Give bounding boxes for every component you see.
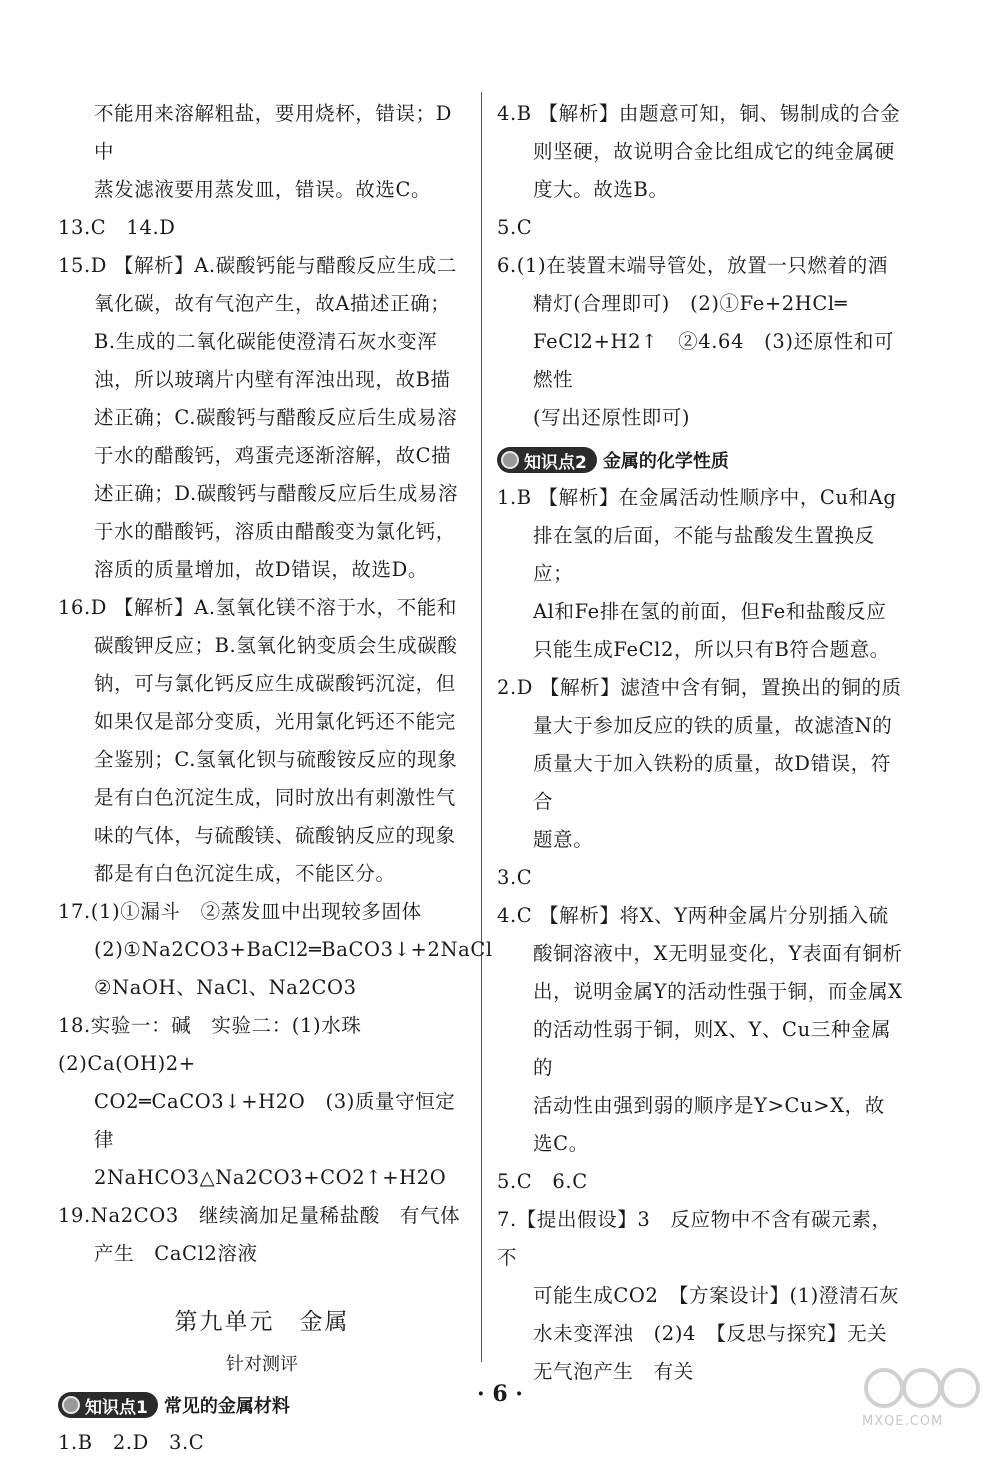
page-number: · 6 ·	[477, 1381, 523, 1407]
answer-line: 则坚硬，故说明合金比组成它的纯金属硬	[533, 140, 895, 163]
right-column	[497, 95, 909, 1391]
answer-line: 酸铜溶液中，X无明显变化，Y表面有铜析	[533, 942, 903, 965]
answer-line: 无气泡产生 有关	[533, 1360, 694, 1383]
answer-line: 不能用来溶解粗盐，要用烧杯，错误；D中	[94, 102, 452, 163]
answer-line: 是有白色沉淀生成，同时放出有刺激性气	[94, 786, 456, 809]
answer-line: 味的气体，与硫酸镁、硫酸钠反应的现象	[94, 824, 456, 847]
answer-6: 6.(1)在装置末端导管处，放置一只燃着的酒	[497, 254, 888, 277]
answer-4b: 4.C 【解析】将X、Y两种金属片分别插入硫	[497, 904, 889, 927]
column-divider	[481, 92, 482, 1362]
answer-line: 精灯(合理即可) (2)①Fe+2HCl═	[533, 292, 848, 315]
answer-line: 溶质的质量增加，故D错误，故选D。	[94, 558, 428, 581]
watermark-url: MXQE.COM	[862, 1414, 944, 1429]
answer-15: 15.D 【解析】A.碳酸钙能与醋酸反应生成二	[58, 254, 457, 277]
answer-line: 碳酸钾反应；B.氢氧化钠变质会生成碳酸	[94, 634, 458, 657]
answer-line: 活动性由强到弱的顺序是Y>Cu>X，故	[533, 1094, 885, 1117]
answer-line: 量大于参加反应的铁的质量，故滤渣N的	[533, 714, 893, 737]
answer-line: 都是有白色沉淀生成，不能区分。	[94, 862, 396, 885]
watermark-logo	[862, 1364, 982, 1436]
answer-3: 3.C	[497, 866, 533, 889]
answer-line: 氧化碳，故有气泡产生，故A描述正确；	[94, 292, 451, 315]
answer-line: 律 2NaHCO3△Na2CO3+CO2↑+H2O	[94, 1128, 447, 1189]
section-heading-2	[497, 443, 909, 477]
answer-1: 1.B 【解析】在金属活动性顺序中，Cu和Ag	[497, 486, 897, 509]
left-column	[58, 95, 493, 1462]
answer-5-6: 5.C 6.C	[497, 1170, 588, 1193]
badge-label: 知识点2	[524, 452, 587, 473]
sub-title: 针对测评	[226, 1354, 298, 1375]
answer-line: 的活动性弱于铜，则X、Y、Cu三种金属的	[533, 1018, 892, 1079]
answer-line: 度大。故选B。	[533, 178, 669, 201]
answer-line: 产生 CaCl2溶液	[94, 1242, 258, 1265]
answer-line: 出，说明金属Y的活动性强于铜，而金属X	[533, 980, 903, 1003]
answer-13-14: 13.C 14.D	[58, 216, 176, 239]
answer-line: B.生成的二氧化碳能使澄清石灰水变浑	[94, 330, 438, 353]
answer-line: 选C。	[533, 1132, 589, 1155]
badge-label: 知识点1	[85, 1397, 148, 1418]
answer-2: 2.D 【解析】滤渣中含有铜，置换出的铜的质	[497, 676, 902, 699]
answer-line: 排在氢的后面，不能与盐酸发生置换反应；	[533, 524, 875, 585]
bullet-circle-icon	[501, 451, 519, 469]
answer-line: 水未变浑浊 (2)4 【反思与探究】无关	[533, 1322, 888, 1345]
answer-line: 题意。	[533, 828, 594, 851]
answer-5: 5.C	[497, 216, 533, 239]
answer-line: 质量大于加入铁粉的质量，故D错误，符合	[533, 752, 891, 813]
answer-17: 17.(1)①漏斗 ②蒸发皿中出现较多固体	[58, 900, 422, 923]
knowledge-point-badge	[497, 447, 597, 473]
answer-line: (2)①Na2CO3+BaCl2═BaCO3↓+2NaCl	[94, 938, 493, 961]
answer-line: FeCl2+H2↑ ②4.64 (3)还原性和可燃性	[533, 330, 895, 391]
unit-title: 第九单元 金属	[174, 1309, 350, 1335]
watermark-logo-icon	[862, 1364, 982, 1414]
answer-19: 19.Na2CO3 继续滴加足量稀盐酸 有气体	[58, 1204, 461, 1227]
section-title: 金属的化学性质	[602, 451, 729, 472]
answer-line: 述正确；D.碳酸钙与醋酸反应后生成易溶	[94, 482, 459, 505]
answer-line: 于水的醋酸钙，溶质由醋酸变为氯化钙，	[94, 520, 456, 543]
answer-16: 16.D 【解析】A.氢氧化镁不溶于水，不能和	[58, 596, 457, 619]
answer-line: Al和Fe排在氢的前面，但Fe和盐酸反应	[533, 600, 887, 623]
section1-answers: 1.B 2.D 3.C	[58, 1431, 205, 1454]
answer-line: ②NaOH、NaCl、Na2CO3	[94, 976, 357, 999]
answer-line: CO2═CaCO3↓+H2O (3)质量守恒定	[94, 1090, 456, 1113]
answer-line: 钠，可与氯化钙反应生成碳酸钙沉淀，但	[94, 672, 456, 695]
answer-4: 4.B 【解析】由题意可知，铜、锡制成的合金	[497, 102, 901, 125]
answer-line: 只能生成FeCl2，所以只有B符合题意。	[533, 638, 890, 661]
answer-18: 18.实验一：碱 实验二：(1)水珠 (2)Ca(OH)2+	[58, 1014, 382, 1075]
answer-line: 蒸发滤液要用蒸发皿，错误。故选C。	[94, 178, 432, 201]
answer-line: (写出还原性即可)	[533, 406, 691, 429]
answer-line: 述正确；C.碳酸钙与醋酸反应后生成易溶	[94, 406, 458, 429]
answer-line: 于水的醋酸钙，鸡蛋壳逐渐溶解，故C描	[94, 444, 452, 467]
answer-7: 7.【提出假设】3 反应物中不含有碳元素，不	[497, 1208, 892, 1269]
answer-line: 如果仅是部分变质，光用氯化钙还不能完	[94, 710, 456, 733]
section-title: 常见的金属材料	[163, 1396, 290, 1417]
answer-line: 浊，所以玻璃片内壁有浑浊出现，故B描	[94, 368, 451, 391]
answer-line: 可能生成CO2 【方案设计】(1)澄清石灰	[533, 1284, 900, 1307]
answer-line: 全鉴别；C.氢氧化钡与硫酸铵反应的现象	[94, 748, 458, 771]
